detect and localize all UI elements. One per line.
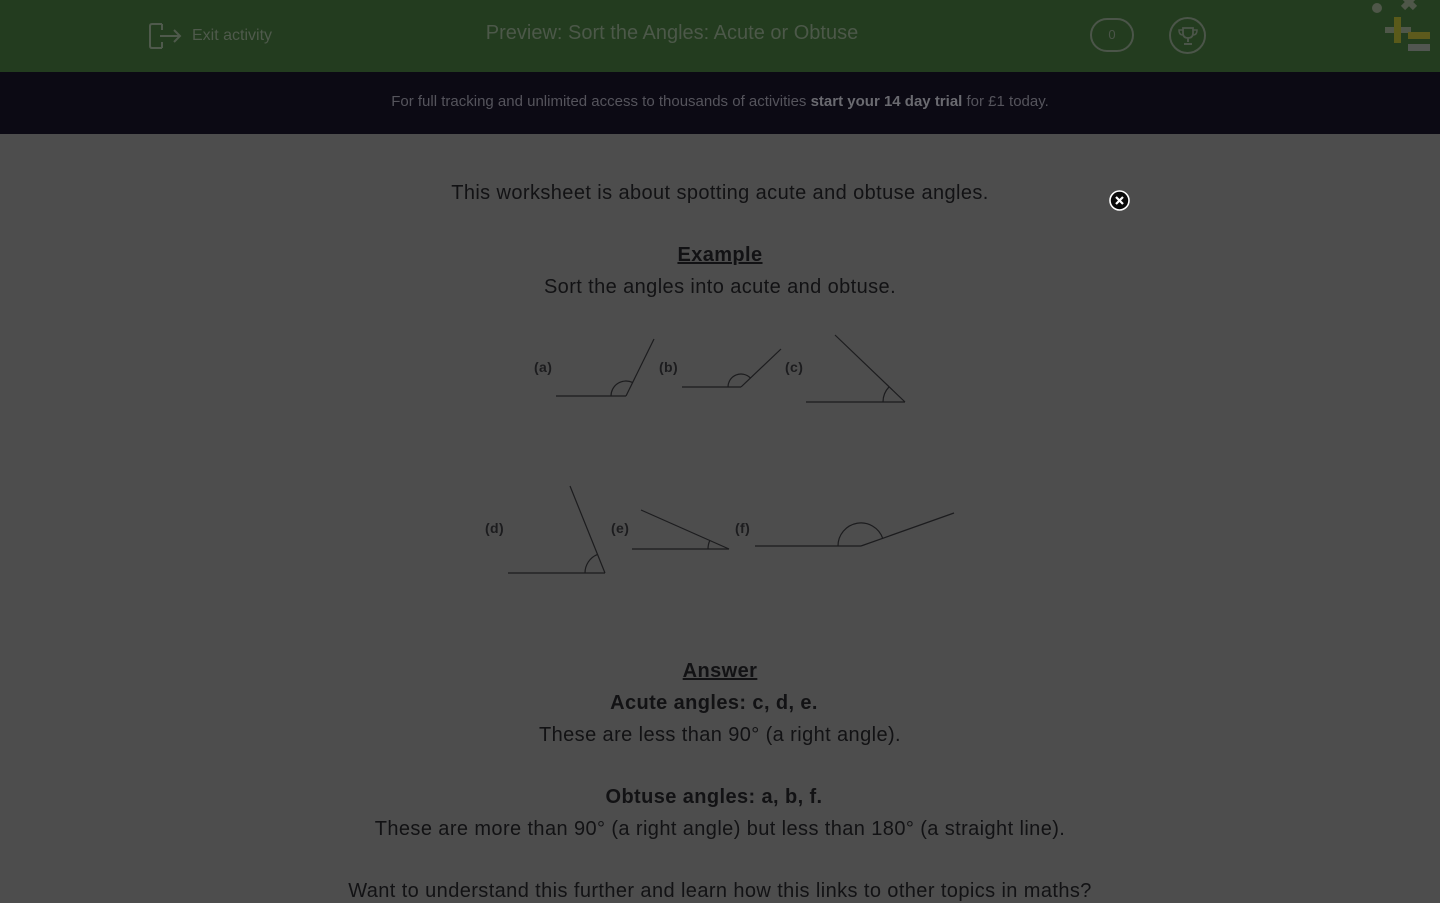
angle-b (682, 349, 781, 387)
obtuse-answer: Obtuse angles: a, b, f. (605, 786, 823, 808)
angle-label-c: (c) (785, 359, 804, 375)
angle-label-f: (f) (735, 520, 751, 536)
intro-text: This worksheet is about spotting acute and obtuse angles. (451, 182, 989, 204)
close-icon[interactable] (1109, 190, 1130, 211)
logo-icon (1368, 0, 1440, 56)
acute-explanation: These are less than 90° (a right angle). (539, 724, 901, 746)
example-prompt: Sort the angles into acute and obtuse. (543, 276, 897, 298)
angle-d (508, 486, 605, 573)
further-prompt: Want to understand this further and learn how this links to other topics in maths? (348, 880, 1092, 902)
answer-heading: Answer (682, 660, 758, 682)
angle-label-b: (b) (659, 359, 679, 375)
exit-activity-label: Exit activity (192, 27, 273, 44)
trial-link[interactable]: start your 14 day trial (810, 93, 963, 110)
angles-diagram (0, 134, 1440, 634)
angle-c (806, 335, 905, 402)
obtuse-explanation: These are more than 90° (a right angle) but less than 180° (a straight line). (374, 818, 1066, 840)
angle-label-d: (d) (485, 520, 505, 536)
angle-a (556, 339, 654, 396)
trophy-icon (1177, 26, 1199, 46)
trial-banner[interactable]: For full tracking and unlimited access to thousands of activities start your 14 day trial for £1 today. (0, 72, 1440, 134)
angle-label-e: (e) (611, 520, 630, 536)
angle-e (632, 510, 729, 549)
acute-answer: Acute angles: c, d, e. (610, 692, 818, 714)
trophy-button[interactable] (1169, 17, 1206, 54)
top-bar (0, 0, 1440, 72)
exit-activity-button[interactable] (148, 20, 272, 52)
exit-icon (148, 22, 182, 50)
score-badge[interactable]: 0 (1090, 18, 1134, 52)
example-heading: Example (677, 244, 763, 266)
page-title: Preview: Sort the Angles: Acute or Obtuse (485, 22, 859, 44)
angle-label-a: (a) (534, 359, 553, 375)
angle-f (755, 513, 954, 546)
worksheet-content (0, 134, 1440, 900)
